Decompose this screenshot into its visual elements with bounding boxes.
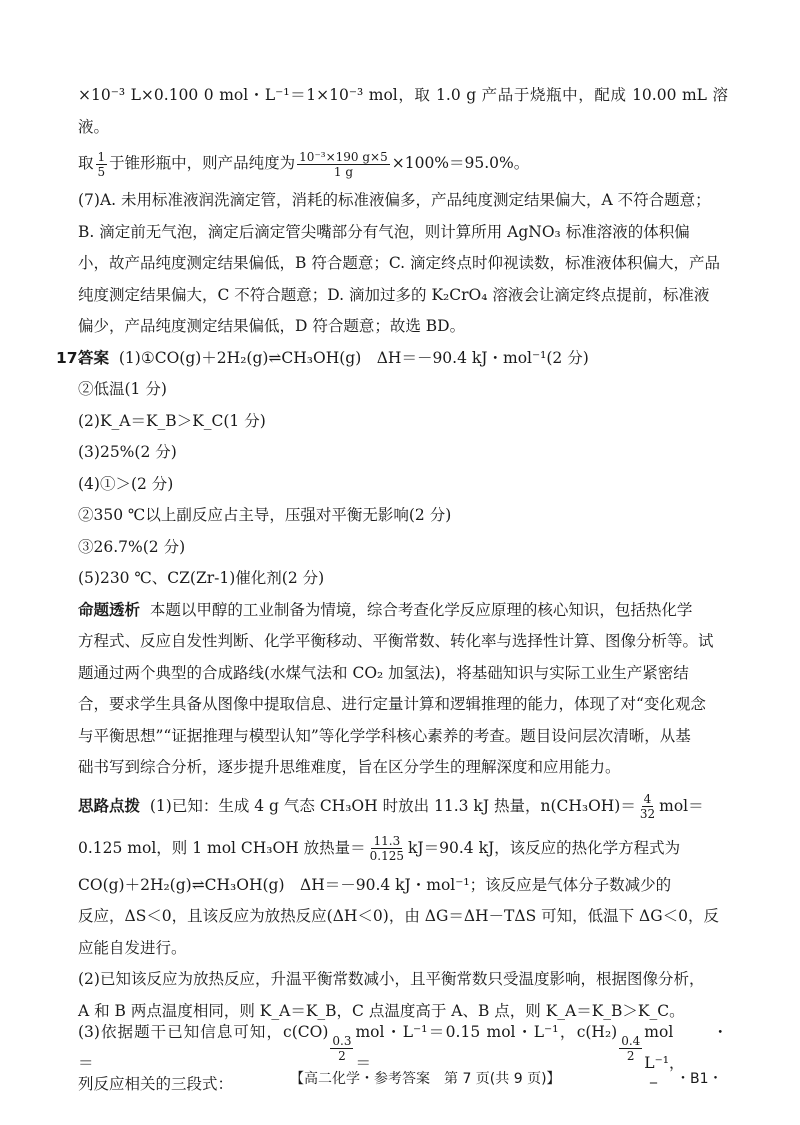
text-line: 方程式、反应自发性判断、化学平衡移动、平衡常数、转化率与选择性计算、图像分析等。试 bbox=[78, 632, 714, 650]
fraction-4-32: $\frac{4}{32}$ bbox=[639, 792, 656, 821]
fraction-purity: $\frac{\text{10⁻³×190 g×5}}{1 g}$ bbox=[299, 149, 388, 179]
text-line: 题通过两个典型的合成路线(水煤气法和 CO₂ 加氢法)，将基础知识与实际工业生产紧密结 bbox=[78, 663, 689, 682]
fraction-h2: $\frac{0.4}{2}$ bbox=[621, 1033, 641, 1063]
answer-label: 答案 bbox=[78, 348, 110, 367]
purity-line bbox=[78, 143, 728, 185]
text-line: ②350 ℃以上副反应占主导，压强对平衡无影响(2 分) bbox=[78, 506, 452, 524]
text-span: mol・L⁻¹＝0.15 mol・L⁻¹，c(H₂)＝ bbox=[355, 1022, 618, 1072]
text-line: B. 滴定前无气泡，滴定后滴定管尖嘴部分有气泡，则计算所用 AgNO₃ 标准溶液的体积偏 bbox=[78, 222, 690, 241]
solution-line bbox=[78, 786, 728, 828]
text-line: (5)230 ℃、CZ(Zr-1)催化剂(2 分) bbox=[78, 569, 325, 587]
solution-line bbox=[78, 828, 728, 870]
text-line: 合，要求学生具备从图像中提取信息、进行定量计算和逻辑推理的能力，体现了对“变化观念 bbox=[78, 695, 706, 713]
text-line: ③26.7%(2 分) bbox=[78, 537, 186, 556]
text-span: 取 bbox=[78, 154, 94, 173]
fraction-heat: $\frac{11.3}{0.125}$ bbox=[369, 834, 405, 863]
text-span: 0.125 mol，则 1 mol CH₃OH 放热量＝ bbox=[78, 838, 366, 857]
text-line: 列反应相关的三段式： bbox=[78, 1075, 234, 1093]
text-span: (3)依据题干已知信息可知，c(CO)＝ bbox=[78, 1022, 329, 1072]
text-line: (3)25%(2 分) bbox=[78, 443, 177, 461]
footer-code: ・B1・ bbox=[676, 1071, 723, 1087]
page-footer bbox=[0, 1068, 800, 1092]
analysis-label: 命题透析 bbox=[78, 600, 141, 619]
text-span: ×100%＝95.0%。 bbox=[391, 154, 530, 173]
question-17 bbox=[56, 343, 728, 375]
text-line: CO(g)＋2H₂(g)⇌CH₃OH(g) ΔH＝－90.4 kJ・mol⁻¹；该反应是气体分子数减少的 bbox=[78, 875, 672, 894]
text-span: mol＝ bbox=[659, 796, 704, 815]
text-line: 与平衡思想”“证据推理与模型认知”等化学学科核心素养的考查。题目设问层次清晰，从基 bbox=[78, 726, 691, 745]
text-line: (2)K_A＝K_B＞K_C(1 分) bbox=[78, 411, 266, 430]
text-line: (4)①＞(2 分) bbox=[78, 474, 174, 493]
answer-line bbox=[78, 343, 728, 375]
text-line: 反应，ΔS＜0，且该反应为放热反应(ΔH＜0)，由 ΔG＝ΔH－TΔS 可知，低温下 ΔG＜0，反 bbox=[78, 907, 719, 925]
text-line: 应能自发进行。 bbox=[78, 938, 187, 957]
text-span: (1)已知：生成 4 g 气态 CH₃OH 时放出 11.3 kJ 热量，n(CH₃OH)＝ bbox=[149, 796, 636, 815]
page-content bbox=[56, 80, 728, 1101]
text-line: A 和 B 两点温度相同，则 K_A＝K_B，C 点温度高于 A、B 点，则 K_A＝K_B＞K_C。 bbox=[78, 1001, 685, 1020]
text-line: 础书写到综合分析，逐步提升思维难度，旨在区分学生的理解深度和应用能力。 bbox=[78, 758, 621, 776]
text-span: mol・L⁻¹， bbox=[644, 1022, 728, 1072]
fraction-co: $\frac{0.3}{2}$ bbox=[332, 1033, 352, 1063]
fraction-one-fifth: $\frac{1}{5}$ bbox=[97, 149, 106, 179]
text-line: (7)A. 未用标准液润洗滴定管，消耗的标准液偏多，产品纯度测定结果偏大，A 不符合题意； bbox=[78, 191, 711, 209]
text-span: 于锥形瓶中，则产品纯度为 bbox=[109, 154, 296, 173]
text-span: (1)①CO(g)＋2H₂(g)⇌CH₃OH(g) ΔH＝－90.4 kJ・mol⁻¹(2 分) bbox=[118, 348, 589, 367]
question-number: 17. bbox=[56, 348, 84, 367]
text-line: (2)已知该反应为放热反应，升温平衡常数减小，且平衡常数只受温度影响，根据图像分析， bbox=[78, 970, 705, 988]
solution-label: 思路点拨 bbox=[78, 796, 141, 815]
analysis-line bbox=[78, 595, 728, 627]
text-line: 偏少，产品纯度测定结果偏低，D 符合题意；故选 BD。 bbox=[78, 317, 466, 335]
text-line: ×10⁻³ L×0.100 0 mol・L⁻¹＝1×10⁻³ mol，取 1.0 g 产品于烧瓶中，配成 10.00 mL 溶液。 bbox=[78, 86, 728, 136]
text-span: 本题以甲醇的工业制备为情境，综合考查化学反应原理的核心知识，包括热化学 bbox=[149, 600, 693, 619]
text-line: ②低温(1 分) bbox=[78, 380, 167, 398]
text-line: 小，故产品纯度测定结果偏低，B 符合题意；C. 滴定终点时仰视读数，标准液体积偏大，产品 bbox=[78, 254, 720, 272]
footer-dash: _ bbox=[650, 1068, 657, 1084]
solution-line bbox=[78, 1022, 728, 1072]
text-line: 纯度测定结果偏大，C 不符合题意；D. 滴加过多的 K₂CrO₄ 溶液会让滴定终点提前，标准液 bbox=[78, 285, 710, 304]
footer-title: 【高二化学・参考答案 第 7 页(共 9 页)】 bbox=[290, 1071, 561, 1087]
text-span: kJ＝90.4 kJ，该反应的热化学方程式为 bbox=[408, 838, 681, 857]
